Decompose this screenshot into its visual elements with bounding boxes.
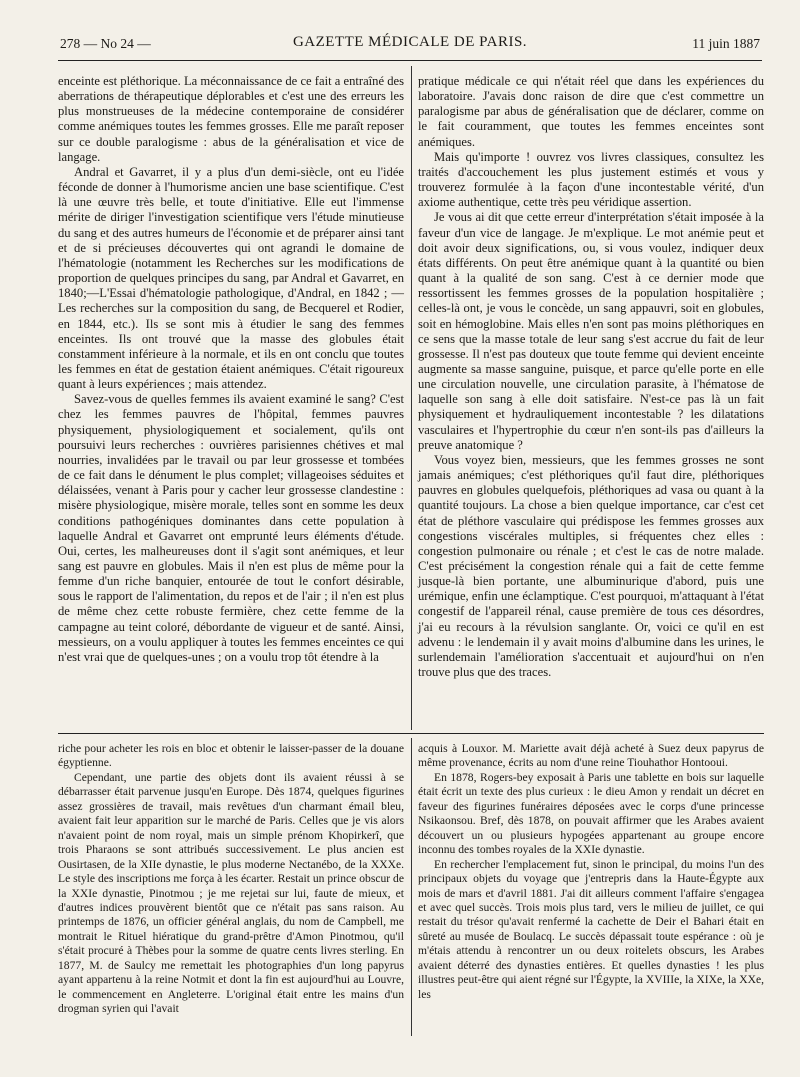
feuilleton-column-left [58, 742, 404, 1017]
column-divider [411, 738, 412, 1036]
paragraph: Andral et Gavarret, il y a plus d'un demi-siècle, ont eu l'idée féconde de donner à l'humorisme ancien une base scientifique. C'est là une œuvre très belle, et toute d'initiative. Elle eut l'immense mérite de diriger l'investigation scientifique vers l'étude minutieuse du sang et des autres humeurs de l'économie et de préparer ainsi tant et de si précieuses découvertes qui ont agrandi le domaine de l'hématologie (notamment les Recherches sur les modifications de proportion de quelques principes du sang, par Andral et Gavarret, en 1840;—L'Essai d'hématologie pathologique, d'Andral, en 1842 ; — Les recherches sur la composition du sang, de Becquerel et Rodier, en 1844, etc.). Ils se sont mis à étudier le sang des femmes enceintes. Ils ont trouvé que la masse des globules était constamment inférieure à la normale, et ils en ont conclu que toutes les femmes en état de gestation étaient anémiques. C'était rigoureux quant à leurs expériences ; mais attendez. [58, 164, 404, 392]
paragraph: Je vous ai dit que cette erreur d'interprétation s'était imposée à la faveur d'un vice de langage. Je m'explique. Le mot anémie peut et doit avoir deux significations, ou, si vous voulez, indiquer deux états différents. On peut être anémique quant à la quantité ou bien quant à la qualité de son sang. C'est à ce dernier mode que ressortissent les femmes grosses de la population hospitalière ; celles-là ont, je vous le concède, un sang appauvri, soit en globules, soit en hémoglobine. Mais elles n'en sont pas moins pléthoriques en ce sens que la masse totale de leur sang s'est accrue du fait de leur grossesse. Il n'est pas douteux que toute femme qui devient enceinte augmente sa masse sanguine, puisque, et parce qu'elle porte en elle une circulation nouvelle, une circulation parasite, à l'hématose de laquelle son sang à elle doit satisfaire. N'est-ce pas là un fait physiquement et hydrauliquement incontestable ? les dilatations vasculaires et l'hypertrophie du cœur n'en sont-ils pas d'ailleurs la preuve anatomique ? [418, 210, 764, 452]
feuilleton-rule [58, 733, 764, 734]
paragraph: riche pour acheter les rois en bloc et obtenir le laisser-passer de la douane égyptienne. [58, 742, 404, 770]
paragraph: pratique médicale ce qui n'était réel que dans les expériences du laboratoire. J'avais donc raison de dire que c'est commettre un paralogisme par abus de généralisation que de déclarer, comme on le fait couramment, que toutes les femmes enceintes sont anémiques. [418, 74, 764, 149]
paragraph: Vous voyez bien, messieurs, que les femmes grosses ne sont jamais anémiques; c'est pléthoriques qu'il faut dire, pléthoriques pauvres en globules quelquefois, pléthoriques ad vasa ou quant à la quantité toujours. La chose a bien quelque importance, car c'est cet état de pléthore vasculaire qui prédispose les femmes grosses aux congestions viscérales multiples, si fréquentes chez elles : congestion pulmonaire ou rénale ; et c'est le cas de notre malade. C'est précisément la congestion rénale qui a fait de cette femme jusque-là bien portante, une albuminurique d'abord, puis une urémique, enfin une éclamptique. C'est pourquoi, m'attaquant à l'état congestif de l'appareil rénal, cause première de tous ces désordres, j'ai eu recours à la révulsion sanglante. Or, voici ce qu'il en est advenu : le lendemain il y avait moins d'albumine dans les urines, le surlendemain l'amélioration s'accentuait et aujourd'hui on n'en trouve plus que des traces. [418, 452, 764, 680]
header-rule [58, 60, 762, 61]
article-column-right [418, 74, 764, 680]
journal-title: GAZETTE MÉDICALE DE PARIS. [292, 34, 528, 50]
page-header [60, 34, 760, 56]
article-column-left [58, 74, 404, 665]
paragraph: acquis à Louxor. M. Mariette avait déjà acheté à Suez deux papyrus de même provenance, écrits au nom d'une reine Tiouhathor Hontooui. [418, 742, 764, 770]
page-number: 278 — No 24 — [60, 36, 151, 51]
feuilleton-column-right [418, 742, 764, 1002]
paragraph: Mais qu'importe ! ouvrez vos livres classiques, consultez les traités d'accouchement les plus justement estimés et vous y trouverez formulée à la façon d'une incontestable vérité, d'un axiome authentique, cette très peu véridique assertion. [418, 149, 764, 210]
paragraph: Savez-vous de quelles femmes ils avaient examiné le sang? C'est chez les femmes pauvres de l'hôpital, femmes pauvres physiquement, physiologiquement et socialement, qu'ils ont poursuivi leurs recherches : ouvrières parisiennes chétives et mal nourries, invalidées par le travail ou par leur grossesse et tombées de ce fait dans le dénument le plus complet; villageoises séduites et délaissées, venant à Paris pour y cacher leur grossesse clandestine : misère physiologique, misère morale, telles sont en somme les deux conditions pathogéniques dominantes dans cette population à laquelle Andral et Gavarret ont emprunté leurs éléments d'étude. Oui, certes, les malheureuses dont il s'agit sont anémiques, et leur sang est pauvre en globules. Mais il n'en est plus de même pour la femme d'un riche banquier, entourée de tout le confort désirable, sous le rapport de l'alimentation, du repos et de l'air ; il n'en est plus de même chez cette robuste fermière, chez cette femme de la campagne au teint coloré, débordante de vigueur et de santé. Ainsi, messieurs, on a voulu appliquer à toutes les femmes enceintes ce qui n'est vrai que de quelques-unes ; on a voulu trop tôt étendre à la [58, 392, 404, 664]
paragraph: En rechercher l'emplacement fut, sinon le principal, du moins l'un des principaux objets du voyage que j'entrepris dans la Haute-Égypte aux mois de mars et d'avril 1881. J'ai dit ailleurs comment l'affaire s'engagea et avec quel succès. Trois mois plus tard, vers le milieu de juillet, ce qui restait du trésor qu'avait renfermé la cachette de Deir el Bahari était en sûreté au musée de Boulacq. Le succès dépassait toute espérance : où je m'étais attendu à rencontrer un ou deux roitelets obscurs, les Arabes avaient déterré des dynasties entières. Et quelles dynasties ! les plus illustres peut-être qui aient régné sur l'Égypte, la XVIIIe, la XIXe, la XXe, les [418, 857, 764, 1001]
paragraph: enceinte est pléthorique. La méconnaissance de ce fait a entraîné des aberrations de thérapeutique déplorables et c'est une des erreurs les plus monstrueuses de la médecine contemporaine de considérer comme anémiques toutes les femmes grosses. Elle me paraît reposer sur ce double paralogisme : abus de la généralisation et vice de langage. [58, 74, 404, 164]
column-divider [411, 66, 412, 730]
paragraph: En 1878, Rogers-bey exposait à Paris une tablette en bois sur laquelle était écrit un texte des plus curieux : le dieu Amon y rendait un décret en faveur des figurines funéraires déposées avec le corps d'une princesse Nsikaonsou. Bref, dès 1878, on pouvait affirmer que les Arabes avaient découvert un ou plusieurs hypogées appartenant au groupe encore inconnu des tombes royales de la XXIe dynastie. [418, 770, 764, 857]
issue-date: 11 juin 1887 [692, 36, 760, 51]
paragraph: Cependant, une partie des objets dont ils avaient réussi à se débarrasser était parvenue jusqu'en Europe. Dès 1874, quelques figurines assez grossières de travail, mais revêtues d'un charmant émail bleu, avaient fait leur apparition sur le marché de Paris. Celles que je vis alors n'avaient point de nom royal, mais un simple prénom Khopirkerî, que trois Pharaons se sont attribués successivement. Le plus ancien est Ousirtasen, de la XIIe dynastie, le plus moderne Nectanébo, de la XXXe. Le style des inscriptions me força à les écarter. Restait un prince obscur de la XXIe dynastie, Pinotmou ; je me rejetai sur lui, faute de mieux, et d'autres indices prouvèrent bientôt que ce n'était pas sans raison. Au printemps de 1876, un officier général anglais, du nom de Campbell, me montrait le Rituel hiératique du grand-prêtre d'Amon Pinotmou, qu'il s'était procuré à Thèbes pour la somme de quatre cents livres sterling. En 1877, M. de Saulcy me remettait les photographies d'un long papyrus ayant appartenu à la reine Notmit et dont la fin est aujourd'hui au Louvre, le commencement en Angleterre. L'original était entre les mains d'un drogman syrien qui l'avait [58, 770, 404, 1016]
